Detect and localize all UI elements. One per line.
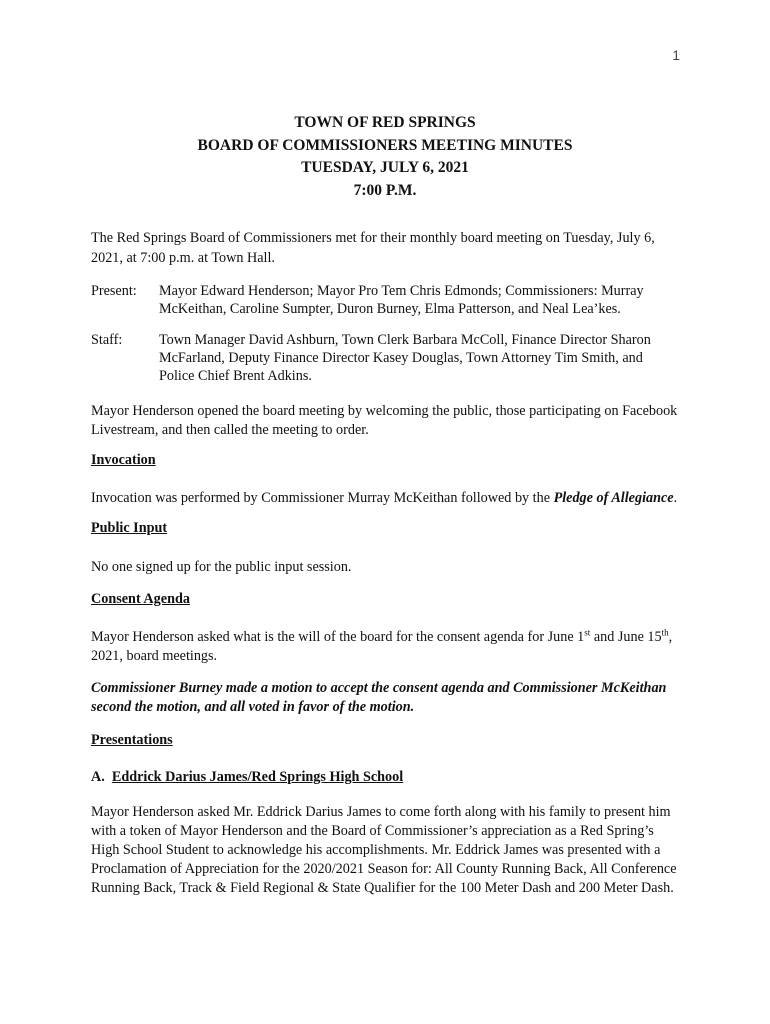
presentation-item-label: A. [91, 769, 105, 785]
title-line-4: 7:00 P.M. [353, 181, 417, 199]
presentations-heading: Presentations [91, 732, 173, 748]
consent-agenda-paragraph [91, 628, 681, 666]
consent-agenda-heading: Consent Agenda [91, 591, 190, 607]
title-line-2: BOARD OF COMMISSIONERS MEETING MINUTES [197, 136, 573, 154]
document-title [0, 112, 770, 202]
consent-text-2: and June 15 [590, 629, 662, 645]
pledge-emphasis: Pledge of Allegiance [553, 490, 674, 506]
consent-sup-1: st [584, 627, 591, 638]
consent-sup-2: th [661, 627, 669, 638]
staff-row [91, 331, 681, 385]
consent-text-1: Mayor Henderson asked what is the will of the board for the consent agenda for June 1 [91, 629, 585, 645]
presentation-item-a [91, 768, 681, 786]
presentation-item-text: Mayor Henderson asked Mr. Eddrick Darius James to come forth along with his family to present him with a token of Mayor Henderson and the Board of Commissioner’s appreciation as a Red Spring’s High School Student to acknowledge his accomplishments. Mr. Eddrick James was presented with a Proclamation of Appreciation for the 2020/2021 Season for: All County Running Back, All Conference Running Back, Track & Field Regional & State Qualifier for the 100 Meter Dash and 200 Meter Dash. [91, 804, 677, 896]
opening-paragraph: Mayor Henderson opened the board meeting by welcoming the public, those participating on Facebook Livestream, and then called the meeting to order. [91, 403, 678, 438]
invocation-period: . [673, 490, 678, 506]
page-number: 1 [672, 47, 680, 63]
invocation-text: Invocation was performed by Commissioner Murray McKeithan followed by the [91, 490, 554, 506]
present-label: Present: [91, 283, 137, 299]
public-input-heading: Public Input [91, 520, 168, 536]
consent-text-3: , 2021, board meetings. [91, 629, 673, 664]
title-line-1: TOWN OF RED SPRINGS [294, 114, 476, 131]
invocation-heading: Invocation [91, 452, 156, 468]
invocation-paragraph [91, 489, 681, 508]
present-row [91, 282, 681, 318]
staff-label: Staff: [91, 332, 123, 348]
presentation-item-title: Eddrick Darius James/Red Springs High School [111, 769, 404, 785]
public-input-paragraph: No one signed up for the public input session. [91, 559, 352, 575]
staff-text: Town Manager David Ashburn, Town Clerk Barbara McColl, Finance Director Sharon McFarland, Deputy Finance Director Kasey Douglas, Town Attorney Tim Smith, and Police Chief Brent Adkins. [159, 332, 651, 384]
present-text: Mayor Edward Henderson; Mayor Pro Tem Chris Edmonds; Commissioners: Murray McKeithan, Caroline Sumpter, Duron Burney, Elma Patterson, and Neal Lea’kes. [159, 283, 644, 317]
consent-motion: Commissioner Burney made a motion to accept the consent agenda and Commissioner McKeithan second the motion, and all voted in favor of the motion. [91, 680, 667, 715]
title-line-3: TUESDAY, JULY 6, 2021 [301, 159, 469, 176]
intro-paragraph: The Red Springs Board of Commissioners met for their monthly board meeting on Tuesday, July 6, 2021, at 7:00 p.m. at Town Hall. [91, 230, 655, 266]
minutes-body [91, 228, 681, 898]
